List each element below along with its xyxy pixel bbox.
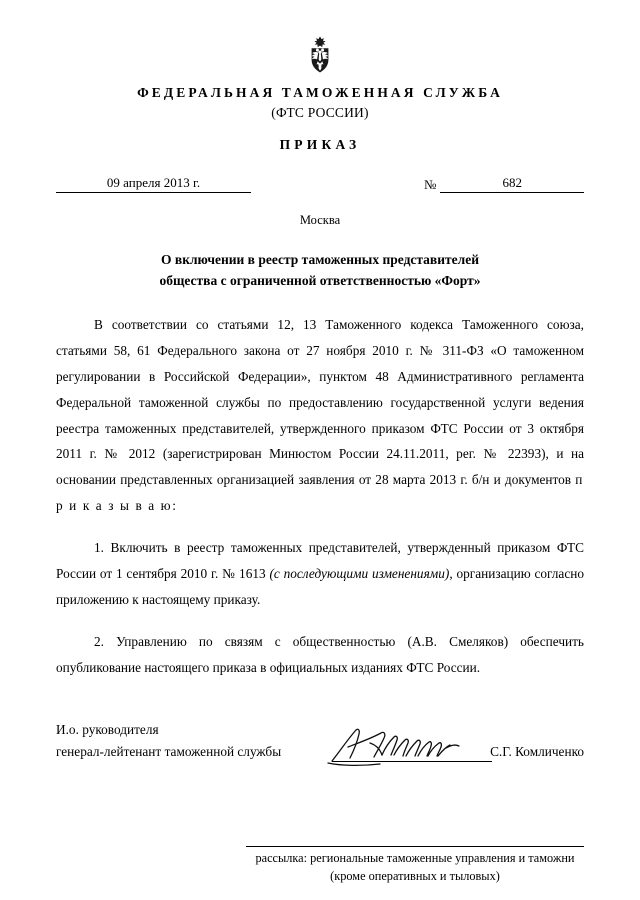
signature-name: С.Г. Комличенко: [490, 743, 584, 759]
paragraph-preamble: [56, 312, 584, 519]
organization-name: ФЕДЕРАЛЬНАЯ ТАМОЖЕННАЯ СЛУЖБА: [137, 85, 503, 100]
document-kind: ПРИКАЗ: [279, 137, 361, 152]
document-title-line-1: О включении в реестр таможенных представителей: [161, 252, 479, 267]
paragraph-spacer-2: [56, 617, 584, 629]
document-number: [424, 175, 584, 193]
signature-line: [332, 761, 492, 762]
paragraph-spacer: [56, 523, 584, 535]
signature-role-line-2: генерал-лейтенант таможенной службы: [56, 744, 282, 760]
document-body: [56, 34, 584, 773]
paragraph-preamble-order-word: п р и к а з ы в а ю:: [56, 472, 584, 514]
russian-coat-of-arms-icon: [303, 34, 337, 74]
paragraph-item-1: [56, 535, 584, 613]
paragraph-item-1-text-b: , организацию согласно приложению к настоящему приказу.: [56, 566, 584, 608]
paragraph-item-1-text-a: 1. Включить в реестр таможенных представителей, утвержденный приказом ФТС России от 1 сентября 2010 г. № 1613: [56, 540, 584, 582]
organization-abbreviation: (ФТС РОССИИ): [271, 105, 369, 120]
signature-block: [56, 719, 584, 773]
document-number-label: №: [424, 177, 437, 192]
footer-divider: [246, 846, 584, 847]
signature-role: [56, 719, 281, 764]
paragraph-preamble-text: В соответствии со статьями 12, 13 Таможенного кодекса Таможенного союза, статьями 58, 61 Федерального закона от 27 ноября 2010 г. № 311-ФЗ «О таможенном регулировании в Российской Федерации», пунктом 48 Административного регламента Федеральной таможенной службы по предоставлению государственной услуги ведения реестра таможенных представителей, утвержденного приказом ФТС России от 3 октября 2011 г. № 2012 (зарегистрирован Минюстом России 24.11.2011, рег. № 22393), и на основании представленных организацией заявления от 28 марта 2013 г. б/н и документов: [56, 316, 584, 488]
footer-line-1: рассылка: региональные таможенные управления и таможни: [255, 851, 575, 865]
document-title-line-2: общества с ограниченной ответственностью «Форт»: [159, 272, 481, 288]
document-meta-row: [56, 175, 584, 193]
document-title: [56, 250, 584, 292]
document-content: [56, 312, 584, 681]
distribution-footer: [246, 846, 584, 886]
document-number-value: 682: [440, 175, 584, 193]
emblem-container: [56, 34, 584, 79]
paragraph-item-1-italic: (с последующими изменениями): [269, 566, 450, 582]
paragraph-item-2: 2. Управлению по связям с общественностью (А.В. Смеляков) обеспечить опубликование настоящего приказа в официальных изданиях ФТС России.: [56, 633, 584, 675]
signature-role-line-1: И.о. руководителя: [56, 721, 159, 737]
document-city: Москва: [299, 213, 341, 227]
footer-line-2: (кроме оперативных и тыловых): [330, 868, 500, 883]
document-date: 09 апреля 2013 г.: [56, 175, 251, 193]
